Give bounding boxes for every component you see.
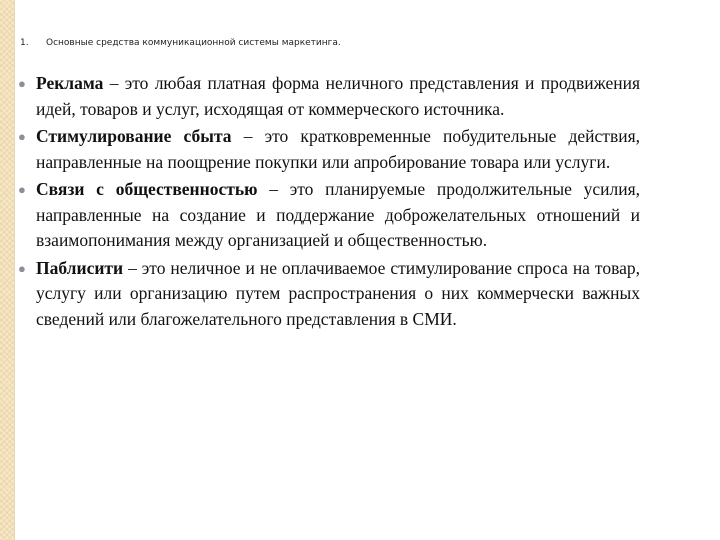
bullet-icon: ● (18, 76, 26, 91)
heading-text: Основные средства коммуникационной системы маркетинга. (46, 38, 341, 48)
definition-text: – это любая платная форма неличного представления и продвижения идей, товаров и услуг, исходящая от коммерческого источника. (36, 73, 640, 119)
definition-text: – это планируемые продолжительные усилия, направленные на создание и поддержание доброжелательных отношений и взаимопонимания между организацией и общественностью. (36, 179, 641, 250)
definition-text: – это кратковременные побудительные действия, направленные на поощрение покупки или апробирование товара или услуги. (36, 126, 641, 172)
bullet-icon: ● (18, 260, 26, 276)
heading-number: 1. (20, 38, 29, 48)
term-label: Стимулирование сбыта (36, 126, 232, 146)
decorative-side-stripe (0, 0, 14, 540)
slide-heading (20, 38, 341, 48)
term-label: Связи с общественностью (36, 179, 258, 199)
definition-list (18, 71, 640, 334)
definition-text: – это неличное и не оплачиваемое стимулирование спроса на товар, услугу или организацию путем распространения о них коммерчески важных сведений или благожелательного представления в СМИ. (36, 257, 640, 329)
list-item-sales-promotion (18, 124, 640, 175)
bullet-icon: ● (18, 182, 26, 197)
term-label: Паблисити (36, 257, 124, 278)
list-item-public-relations (18, 177, 640, 254)
list-item-advertising (18, 71, 640, 122)
bullet-icon: ● (18, 129, 26, 144)
list-item-publicity (18, 256, 640, 333)
stripe-divider (14, 0, 15, 540)
term-label: Реклама (36, 73, 104, 93)
